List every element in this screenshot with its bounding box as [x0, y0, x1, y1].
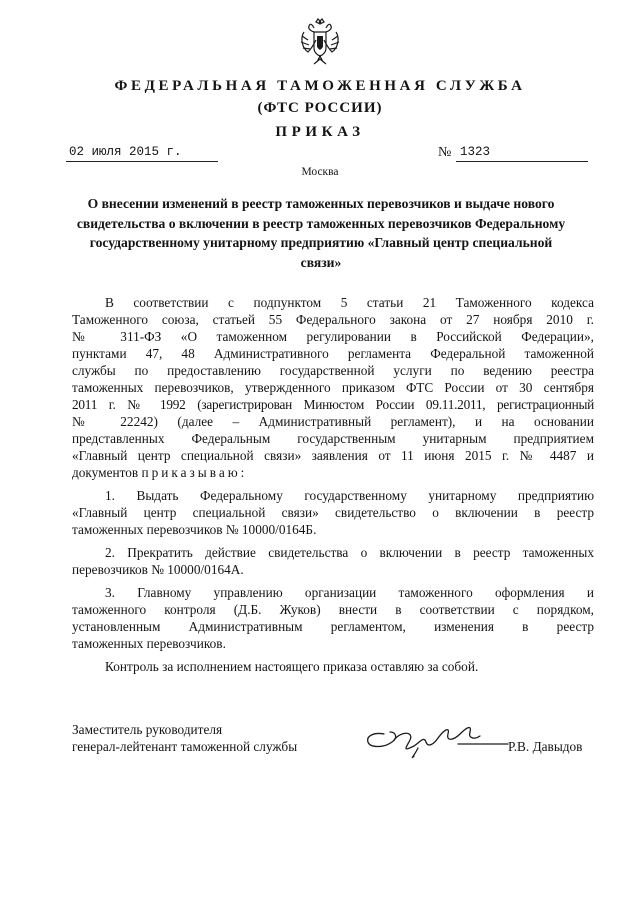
body-line	[72, 464, 594, 481]
body-line: 2011 г. № 1992 (зарегистрирован Минюстом России 09.11.2011, регистрационный	[72, 397, 594, 412]
order-date: 02 июля 2015 г.	[69, 145, 182, 159]
body-line: В соответствии с подпунктом 5 статьи 21 Таможенного кодекса	[105, 295, 594, 310]
body-line: № 311-ФЗ «О таможенном регулировании в Российской Федерации»,	[72, 329, 594, 344]
agency-name: ФЕДЕРАЛЬНАЯ ТАМОЖЕННАЯ СЛУЖБА	[114, 78, 526, 94]
order-item-3-line: таможенного контроля (Д.Б. Жуков) внести в соответствии с порядком,	[72, 602, 594, 617]
body-line: № 22242) (далее – Административный регламент), и на основании	[72, 414, 594, 429]
order-item-1-line: «Главный центр специальной связи» свидетельство о включении в реестр	[72, 505, 594, 520]
order-item-2-line: перевозчиков № 10000/0164А.	[72, 562, 244, 577]
order-number: 1323	[460, 145, 491, 159]
handwritten-signature	[362, 716, 510, 764]
order-item-3-line: таможенных перевозчиков.	[72, 636, 226, 651]
city: Москва	[301, 166, 339, 178]
coat-of-arms-icon	[298, 18, 342, 66]
body-line: Таможенного союза, статьей 55 Федерального закона от 27 ноября 2010 г.	[72, 312, 594, 327]
order-item-2: 2. Прекратить действие свидетельства о включении в реестр таможенных	[105, 545, 594, 560]
signer-rank: генерал-лейтенант таможенной службы	[72, 739, 298, 754]
body-line: представленных Федеральным государственным унитарным предприятием	[72, 431, 594, 446]
documents-word: документов	[72, 465, 139, 480]
order-word: приказываю:	[141, 465, 248, 480]
order-item-1: 1. Выдать Федеральному государственному унитарному предприятию	[105, 488, 594, 503]
body-line: службы по предоставлению государственной услуги по ведению реестра	[72, 363, 594, 378]
number-underline	[456, 161, 588, 162]
order-item-3-line: установленным Административным регламентом, изменения в реестр	[72, 619, 594, 634]
body-line: таможенных перевозчиков, утвержденного приказом ФТС России от 30 сентября	[72, 380, 594, 395]
order-item-3: 3. Главному управлению организации таможенного оформления и	[105, 585, 594, 600]
control-clause: Контроль за исполнением настоящего приказа оставляю за собой.	[105, 659, 479, 674]
body-line: «Главный центр специальной связи» заявления от 11 июня 2015 г. № 4487 и	[72, 448, 594, 463]
signer-name: Р.В. Давыдов	[508, 739, 583, 754]
signer-position: Заместитель руководителя	[72, 722, 223, 737]
order-title: О внесении изменений в реестр таможенных перевозчиков и выдаче нового свидетельства о включении в реестр таможенных перевозчиков Федеральному государственному унитарному предприятию «Главный центр специальной связи»	[76, 196, 566, 271]
date-underline	[66, 161, 218, 162]
number-sign: №	[438, 145, 452, 160]
agency-short-name: (ФТС РОССИИ)	[257, 100, 383, 116]
order-item-1-line: таможенных перевозчиков № 10000/0164Б.	[72, 522, 317, 537]
body-line: пунктами 47, 48 Административного регламента Федеральной таможенной	[72, 346, 594, 361]
document-type: ПРИКАЗ	[275, 124, 365, 140]
